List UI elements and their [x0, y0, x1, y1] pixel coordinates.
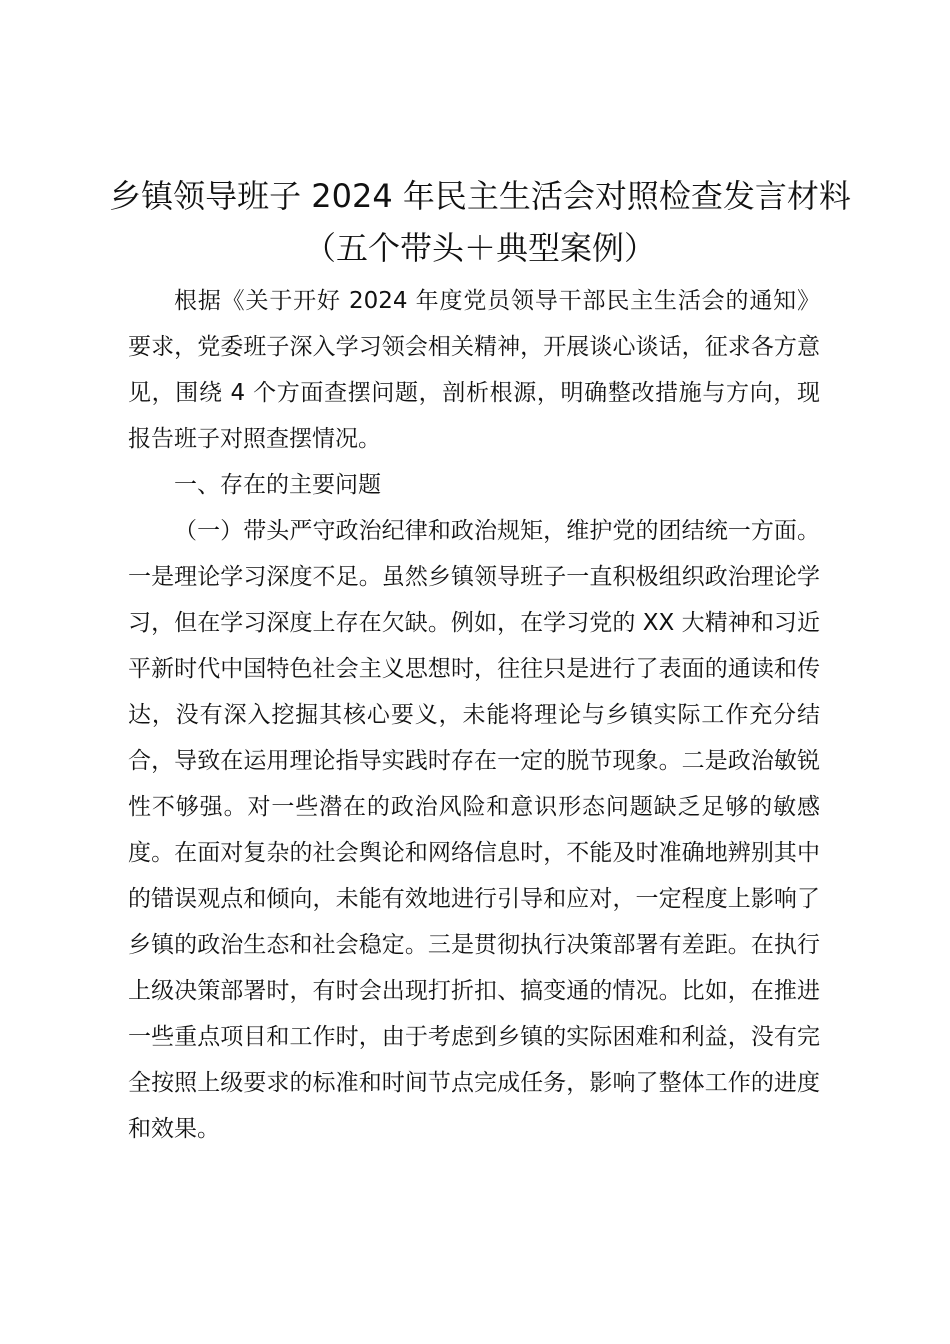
intro-paragraph: 根据《关于开好 2024 年度党员领导干部民主生活会的通知》要求，党委班子深入学习领会相关精神，开展谈心谈话，征求各方意见，围绕 4 个方面查摆问题，剖析根源，明确整改措施与方向，现报告班子对照查摆情况。 [128, 288, 820, 452]
section-paragraph: （一）带头严守政治纪律和政治规矩，维护党的团结统一方面。一是理论学习深度不足。虽然乡镇领导班子一直积极组织政治理论学习，但在学习深度上存在欠缺。例如，在学习党的 XX 大精神和习近平新时代中国特色社会主义思想时，往往只是进行了表面的通读和传达，没有深入挖掘其核心要义，未能将理论与乡镇实际工作充分结合，导致在运用理论指导实践时存在一定的脱节现象。二是政治敏锐性不够强。对一些潜在的政治风险和意识形态问题缺乏足够的敏感度。在面对复杂的社会舆论和网络信息时，不能及时准确地辨别其中的错误观点和倾向，未能有效地进行引导和应对，一定程度上影响了乡镇的政治生态和社会稳定。三是贯彻执行决策部署有差距。在执行上级决策部署时，有时会出现打折扣、搞变通的情况。比如，在推进一些重点项目和工作时，由于考虑到乡镇的实际困难和利益，没有完全按照上级要求的标准和时间节点完成任务，影响了整体工作的进度和效果。 [128, 518, 820, 1142]
document-body [128, 278, 820, 1152]
document-title: 乡镇领导班子 2024 年民主生活会对照检查发言材料（五个带头＋典型案例） [109, 177, 851, 267]
section-heading: 一、存在的主要问题 [174, 472, 381, 498]
